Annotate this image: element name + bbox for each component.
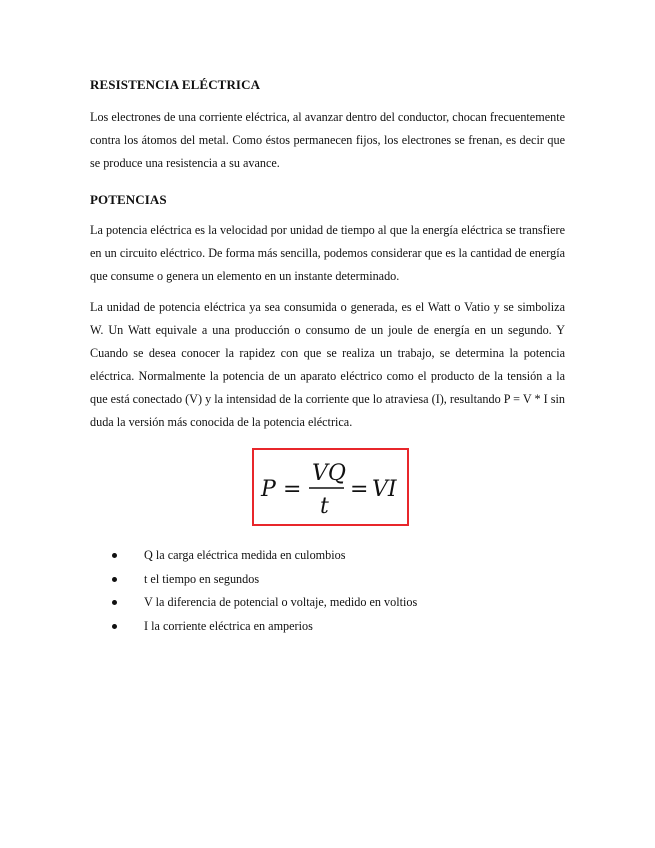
list-item-text: V la diferencia de potencial o voltaje, medido en voltios — [144, 595, 418, 609]
formula-container — [90, 448, 565, 526]
variable-list — [90, 544, 565, 638]
list-item-text: t el tiempo en segundos — [144, 571, 260, 586]
list-item — [108, 544, 565, 568]
bullet-icon — [112, 624, 117, 629]
formula-numerator: VQ — [311, 461, 346, 486]
bullet-icon — [112, 553, 117, 558]
heading-potencias: POTENCIAS — [90, 192, 167, 207]
heading-resistencia: RESISTENCIA ELÉCTRICA — [90, 77, 261, 92]
formula-equals-1: = — [282, 477, 301, 502]
formula-rhs: VI — [371, 477, 397, 502]
bullet-icon — [112, 577, 117, 582]
paragraph-potencia-unidad: La unidad de potencia eléctrica ya sea consumida o generada, es el Watt o Vatio y se simboliza W. Un Watt equivale a una producción o consumo de un joule de energía en un segundo. Y Cuando se desea conocer la rapidez con que se realiza un trabajo, se determina la potencia eléctrica. Normalmente la potencia de un aparato eléctrico como el producto de la tensión a la que está conectado (V) y la intensidad de la corriente que lo atraviesa (I), resultando P = V * I sin duda la versión más conocida de la potencia eléctrica. — [90, 300, 565, 429]
list-item-text: I la corriente eléctrica en amperios — [144, 618, 313, 633]
power-formula — [256, 452, 406, 522]
document-page — [90, 72, 565, 638]
paragraph-potencia-definicion: La potencia eléctrica es la velocidad por unidad de tiempo al que la energía eléctrica se transfiere en un circuito eléctrico. De forma más sencilla, podemos considerar que es la cantidad de energía que consume o genera un elemento en un instante determinado. — [90, 223, 565, 283]
list-item — [108, 591, 565, 615]
list-item-text: Q la carga eléctrica medida en culombios — [144, 548, 346, 562]
bullet-icon — [112, 600, 117, 605]
paragraph-resistencia: Los electrones de una corriente eléctrica, al avanzar dentro del conductor, chocan frecuentemente contra los átomos del metal. Como éstos permanecen fijos, los electrones se frenan, es decir que se produce una resistencia a su avance. — [90, 110, 565, 170]
list-item — [108, 615, 565, 639]
formula-equals-2: = — [349, 477, 368, 502]
formula-denominator: t — [319, 494, 329, 519]
power-formula-box — [252, 448, 409, 526]
list-item — [108, 568, 565, 592]
formula-lhs: P — [260, 477, 276, 502]
